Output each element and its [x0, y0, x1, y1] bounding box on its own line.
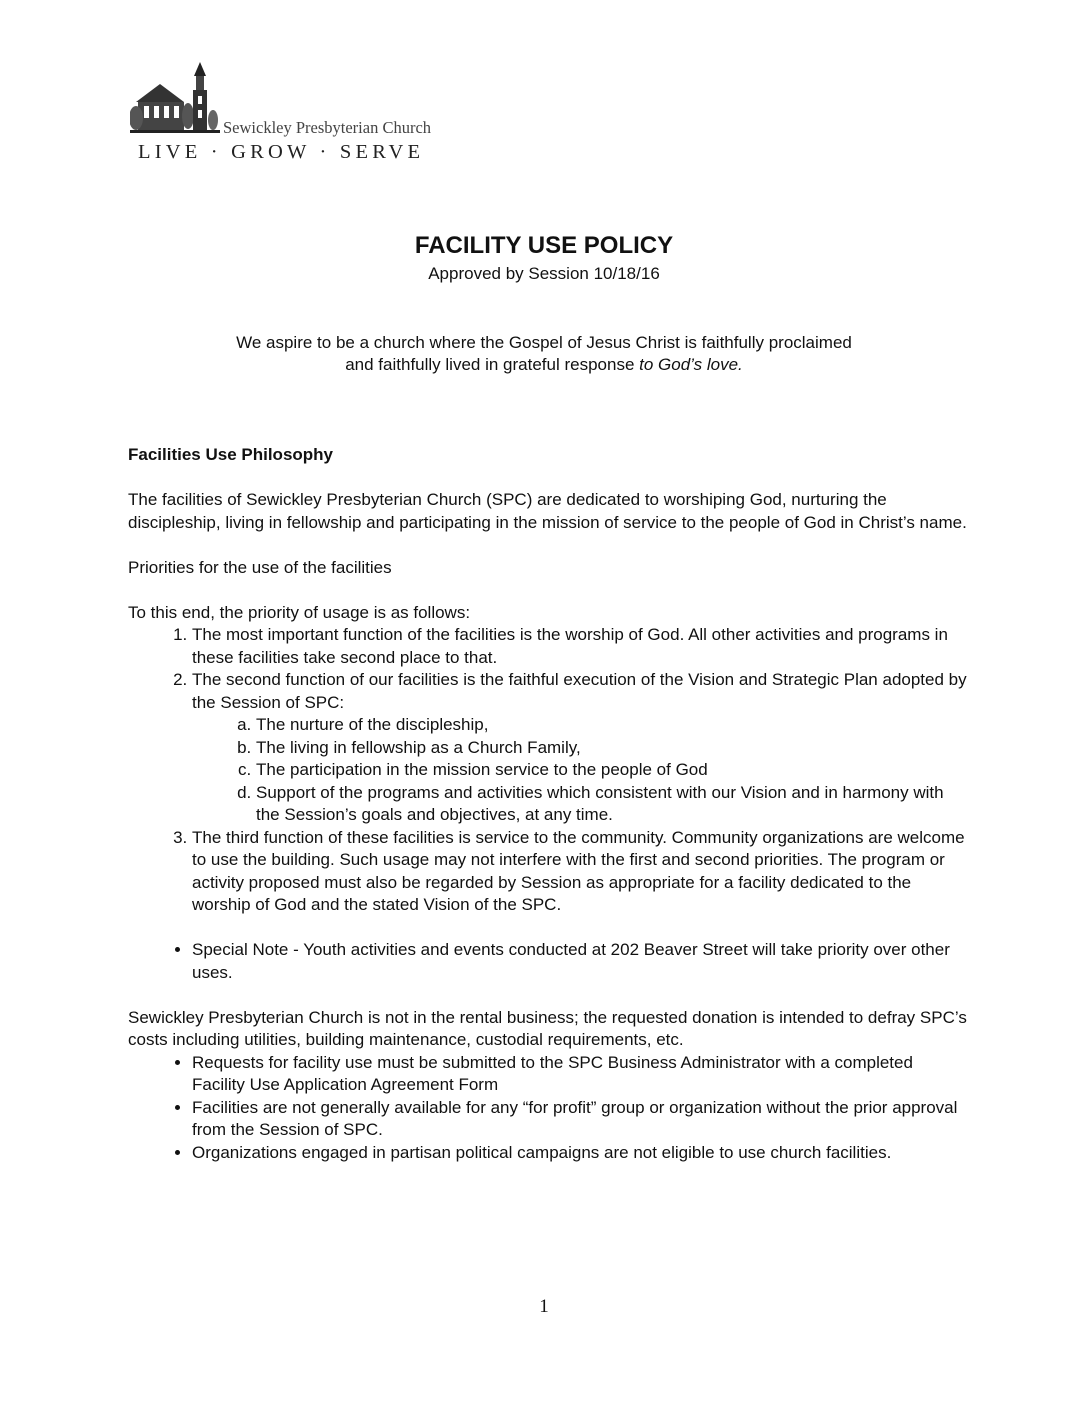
- priority-item-1: [192, 624, 968, 669]
- sub-item-d: d. Support of the programs and activities which consistent with our Vision and in harmony with the Session’s goals and objectives, at any time.: [256, 782, 968, 827]
- special-note: • Special Note - Youth activities and events conducted at 202 Beaver Street will take priority over other uses.: [192, 939, 968, 984]
- mission-line-2: [0, 354, 1088, 376]
- page-number: 1: [539, 1296, 549, 1317]
- church-logo: [130, 62, 450, 162]
- priorities-label: Priorities for the use of the facilities: [128, 557, 392, 577]
- philosophy-paragraph: The facilities of Sewickley Presbyterian Church (SPC) are dedicated to worshiping God, nurturing the discipleship, living in fellowship and participating in the mission of service to the people of God in Christ’s name.: [128, 490, 967, 532]
- policy-body: [128, 444, 968, 1164]
- priority-list: [128, 624, 968, 917]
- rental-bullets: [128, 1052, 968, 1165]
- rental-bullet-3: • Organizations engaged in partisan political campaigns are not eligible to use church facilities.: [192, 1142, 968, 1165]
- sub-item-b: b. The living in fellowship as a Church Family,: [256, 737, 968, 760]
- page-title: FACILITY USE POLICY: [414, 232, 674, 259]
- mission-line-2-italic: to God’s love.: [639, 355, 743, 374]
- priority-item-3-text: The third function of these facilities is service to the community. Community organizations are welcome to use the building. Such usage may not interfere with the first and second priorities. The program or activity proposed must also be regarded by Session as appropriate for a facility dedicated to the worship of God and the stated Vision of the SPC.: [192, 827, 965, 914]
- special-note-list: [128, 939, 968, 984]
- sub-item-a: a. The nurture of the discipleship,: [256, 714, 968, 737]
- approval-date: Approved by Session 10/18/16: [428, 264, 660, 283]
- priority-item-2-text: The second function of our facilities is the faithful execution of the Vision and Strategic Plan adopted by the Session of SPC:: [192, 670, 967, 712]
- priority-sublist: [192, 714, 968, 827]
- rental-bullet-1: • Requests for facility use must be submitted to the SPC Business Administrator with a completed Facility Use Application Agreement Form: [192, 1052, 968, 1097]
- rental-paragraph: Sewickley Presbyterian Church is not in the rental business; the requested donation is intended to defray SPC’s costs including utilities, building maintenance, custodial requirements, etc.: [128, 1007, 967, 1049]
- priorities-intro: To this end, the priority of usage is as follows:: [128, 602, 471, 622]
- rental-bullet-2: • Facilities are not generally available for any “for profit” group or organization without the prior approval from the Session of SPC.: [192, 1097, 968, 1142]
- church-name: Sewickley Presbyterian Church: [223, 118, 432, 137]
- priority-item-2: [192, 669, 968, 827]
- mission-line-2-text: and faithfully lived in grateful response: [345, 355, 640, 374]
- church-building-icon: [130, 62, 220, 134]
- priority-item-1-text: The most important function of the facilities is the worship of God. All other activities and programs in these facilities take second place to that.: [192, 625, 948, 667]
- sub-item-c: c. The participation in the mission service to the people of God: [256, 759, 968, 782]
- mission-line-1: We aspire to be a church where the Gospel of Jesus Christ is faithfully proclaimed: [236, 333, 852, 352]
- mission-statement: [0, 332, 1088, 376]
- priority-item-3: [192, 827, 968, 917]
- section-heading: Facilities Use Philosophy: [128, 445, 334, 464]
- church-tagline: LIVE · GROW · SERVE: [138, 141, 425, 163]
